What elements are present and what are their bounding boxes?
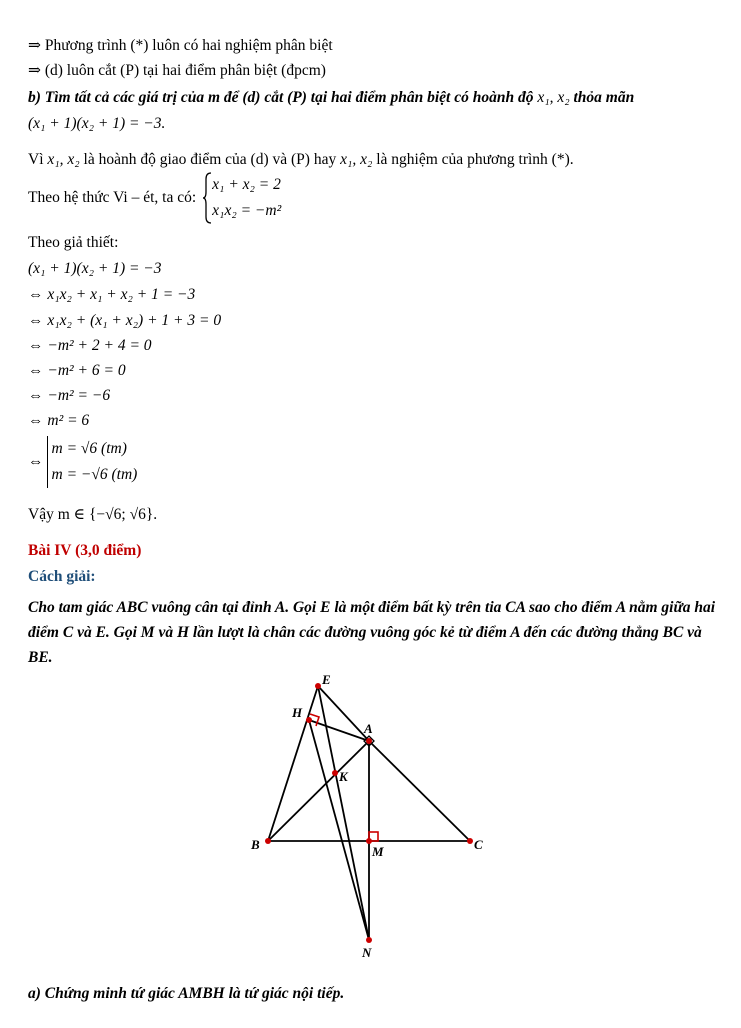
- part-b-text: b) Tìm tất cả các giá trị của m để (d) cắt (P) tại hai điểm phân biệt có hoành độ: [28, 89, 534, 106]
- label-M: M: [372, 844, 384, 859]
- vi-vars-1: x₁, x₂: [47, 151, 80, 168]
- step-7: ⇔ m² = 6: [28, 412, 90, 429]
- brace-icon: [202, 172, 212, 224]
- viete-system: [28, 172, 281, 224]
- part-b-text-end: thỏa mãn: [573, 89, 635, 106]
- assumption-label: Theo giả thiết:: [28, 234, 119, 251]
- section-title: Bài IV (3,0 điểm): [28, 542, 142, 559]
- part-b-heading: [28, 88, 634, 108]
- viete-sum: x₁ + x₂ = 2: [212, 176, 281, 193]
- viete-label: Theo hệ thức Vi – ét, ta có:: [28, 189, 197, 206]
- geometry-figure: [240, 668, 500, 968]
- problem-statement: Cho tam giác ABC vuông cân tại đỉnh A. Gọi E là một điểm bất kỳ trên tia CA sao cho điểm A nằm giữa hai điểm C và E. Gọi M và H lần lượt là chân các đường vuông góc kẻ từ điểm A đến các đường thẳng BC và BE.: [28, 599, 716, 666]
- equivalence-icon: ⇔: [28, 453, 44, 470]
- part-b-condition: (x₁ + 1)(x₂ + 1) = −3.: [28, 115, 166, 132]
- step-3: ⇔ x₁x₂ + (x₁ + x₂) + 1 + 3 = 0: [28, 312, 222, 329]
- step-1: (x₁ + 1)(x₂ + 1) = −3: [28, 260, 162, 277]
- part-a-heading: a) Chứng minh tứ giác AMBH là tứ giác nội tiếp.: [28, 985, 345, 1002]
- label-C: C: [474, 837, 483, 852]
- case-split: [28, 436, 137, 488]
- label-B: B: [251, 837, 260, 852]
- line-conclusion-2: ⇒ (d) luôn cắt (P) tại hai điểm phân biệt (đpcm): [28, 62, 326, 79]
- step-2: ⇔ x₁x₂ + x₁ + x₂ + 1 = −3: [28, 286, 196, 303]
- case-positive: m = √6 (tm): [51, 440, 127, 457]
- vi-vars-2: x₁, x₂: [340, 151, 373, 168]
- conclusion: Vậy m ∈ {−√6; √6}.: [28, 506, 158, 523]
- solution-heading: Cách giải:: [28, 568, 96, 585]
- label-A: A: [364, 721, 373, 736]
- label-K: K: [339, 769, 348, 784]
- line-conclusion-1: ⇒ Phương trình (*) luôn có hai nghiệm phân biệt: [28, 37, 333, 54]
- case-negative: m = −√6 (tm): [51, 466, 138, 483]
- label-H: H: [292, 705, 303, 720]
- vi-text-b: là hoành độ giao điểm của (d) và (P) hay: [83, 151, 337, 168]
- step-4: ⇔ −m² + 2 + 4 = 0: [28, 337, 152, 354]
- label-N: N: [362, 945, 372, 960]
- viete-product: x₁x₂ = −m²: [212, 202, 282, 219]
- label-E: E: [322, 672, 331, 687]
- step-6: ⇔ −m² = −6: [28, 387, 111, 404]
- part-b-vars: x₁, x₂: [537, 89, 570, 106]
- step-5: ⇔ −m² + 6 = 0: [28, 362, 126, 379]
- vi-text-a: Vì: [28, 151, 44, 168]
- line-vi: [28, 150, 574, 170]
- vi-text-c: là nghiệm của phương trình (*).: [376, 151, 574, 168]
